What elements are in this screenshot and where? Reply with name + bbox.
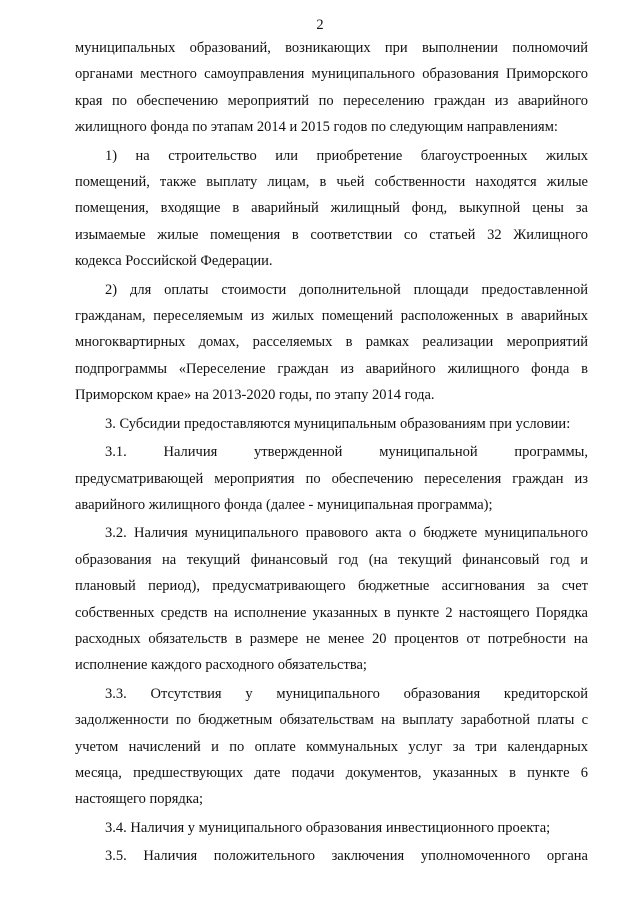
- document-body: [75, 35, 588, 870]
- text-line: подпрограммы «Переселение граждан из аварийного жилищного фонда в: [75, 360, 588, 377]
- paragraph-section-3-5: [75, 843, 588, 869]
- paragraph-section-3: [75, 411, 588, 437]
- text-line: 1) на строительство или приобретение благоустроенных жилых: [105, 147, 588, 164]
- text-line: настоящего порядка;: [75, 791, 204, 808]
- text-line: 3.3. Отсутствия у муниципального образования кредиторской: [105, 685, 588, 702]
- text-line: исполнение каждого расходного обязательства;: [75, 657, 367, 674]
- paragraph-item-2: [75, 277, 588, 409]
- text-line: кодекса Российской Федерации.: [75, 253, 273, 270]
- paragraph-section-3-2: [75, 520, 588, 678]
- paragraph-section-3-4: [75, 815, 588, 841]
- text-line: плановый период), предусматривающего бюджетные ассигнования за счет: [75, 578, 588, 595]
- text-line: помещений, также выплату лицам, в чьей собственности находятся жилые: [75, 174, 588, 191]
- text-line: задолженности по бюджетным обязательствам на выплату заработной платы с: [75, 712, 588, 729]
- text-line: жилищного фонда по этапам 2014 и 2015 годов по следующим направлениям:: [75, 119, 558, 136]
- paragraph-intro-continuation: [75, 35, 588, 141]
- text-line: многоквартирных домах, расселяемых в рамках реализации мероприятий: [75, 334, 588, 351]
- text-line: 3. Субсидии предоставляются муниципальным образованиям при условии:: [105, 415, 571, 432]
- text-line: 3.2. Наличия муниципального правового акта о бюджете муниципального: [105, 525, 588, 542]
- text-line: муниципальных образований, возникающих при выполнении полномочий: [75, 40, 588, 56]
- text-line: гражданам, переселяемым из жилых помещений расположенных в аварийных: [75, 308, 588, 325]
- text-line: предусматривающей мероприятия по обеспечению переселения граждан из: [75, 470, 588, 487]
- text-line: изымаемые жилые помещения в соответствии со статьей 32 Жилищного: [75, 226, 588, 243]
- text-line: месяца, предшествующих дате подачи документов, указанных в пункте 6: [75, 764, 588, 781]
- text-line: 3.1. Наличия утвержденной муниципальной программы,: [105, 444, 588, 461]
- paragraph-item-1: [75, 143, 588, 275]
- text-line: аварийного жилищного фонда (далее - муниципальная программа);: [75, 496, 493, 513]
- text-line: 3.4. Наличия у муниципального образования инвестиционного проекта;: [105, 819, 551, 836]
- page-number: 2: [316, 17, 324, 33]
- paragraph-section-3-1: [75, 439, 588, 518]
- text-line: помещения, входящие в аварийный жилищный фонд, выкупной цены за: [75, 200, 588, 217]
- text-line: собственных средств на исполнение указанных в пункте 2 настоящего Порядка: [75, 604, 588, 621]
- text-line: образования на текущий финансовый год (на текущий финансовый год и: [75, 551, 588, 568]
- text-line: края по обеспечению мероприятий по переселению граждан из аварийного: [75, 92, 588, 109]
- text-line: расходных обязательств в размере не менее 20 процентов от потребности на: [75, 630, 588, 647]
- text-line: Приморском крае» на 2013-2020 годы, по этапу 2014 года.: [75, 387, 435, 404]
- text-line: органами местного самоуправления муниципального образования Приморского: [75, 66, 588, 83]
- text-line: 3.5. Наличия положительного заключения уполномоченного органа: [105, 848, 588, 865]
- paragraph-section-3-3: [75, 681, 588, 813]
- text-line: учетом начислений и по оплате коммунальных услуг за три календарных: [75, 738, 588, 755]
- text-line: 2) для оплаты стоимости дополнительной площади предоставленной: [105, 281, 588, 298]
